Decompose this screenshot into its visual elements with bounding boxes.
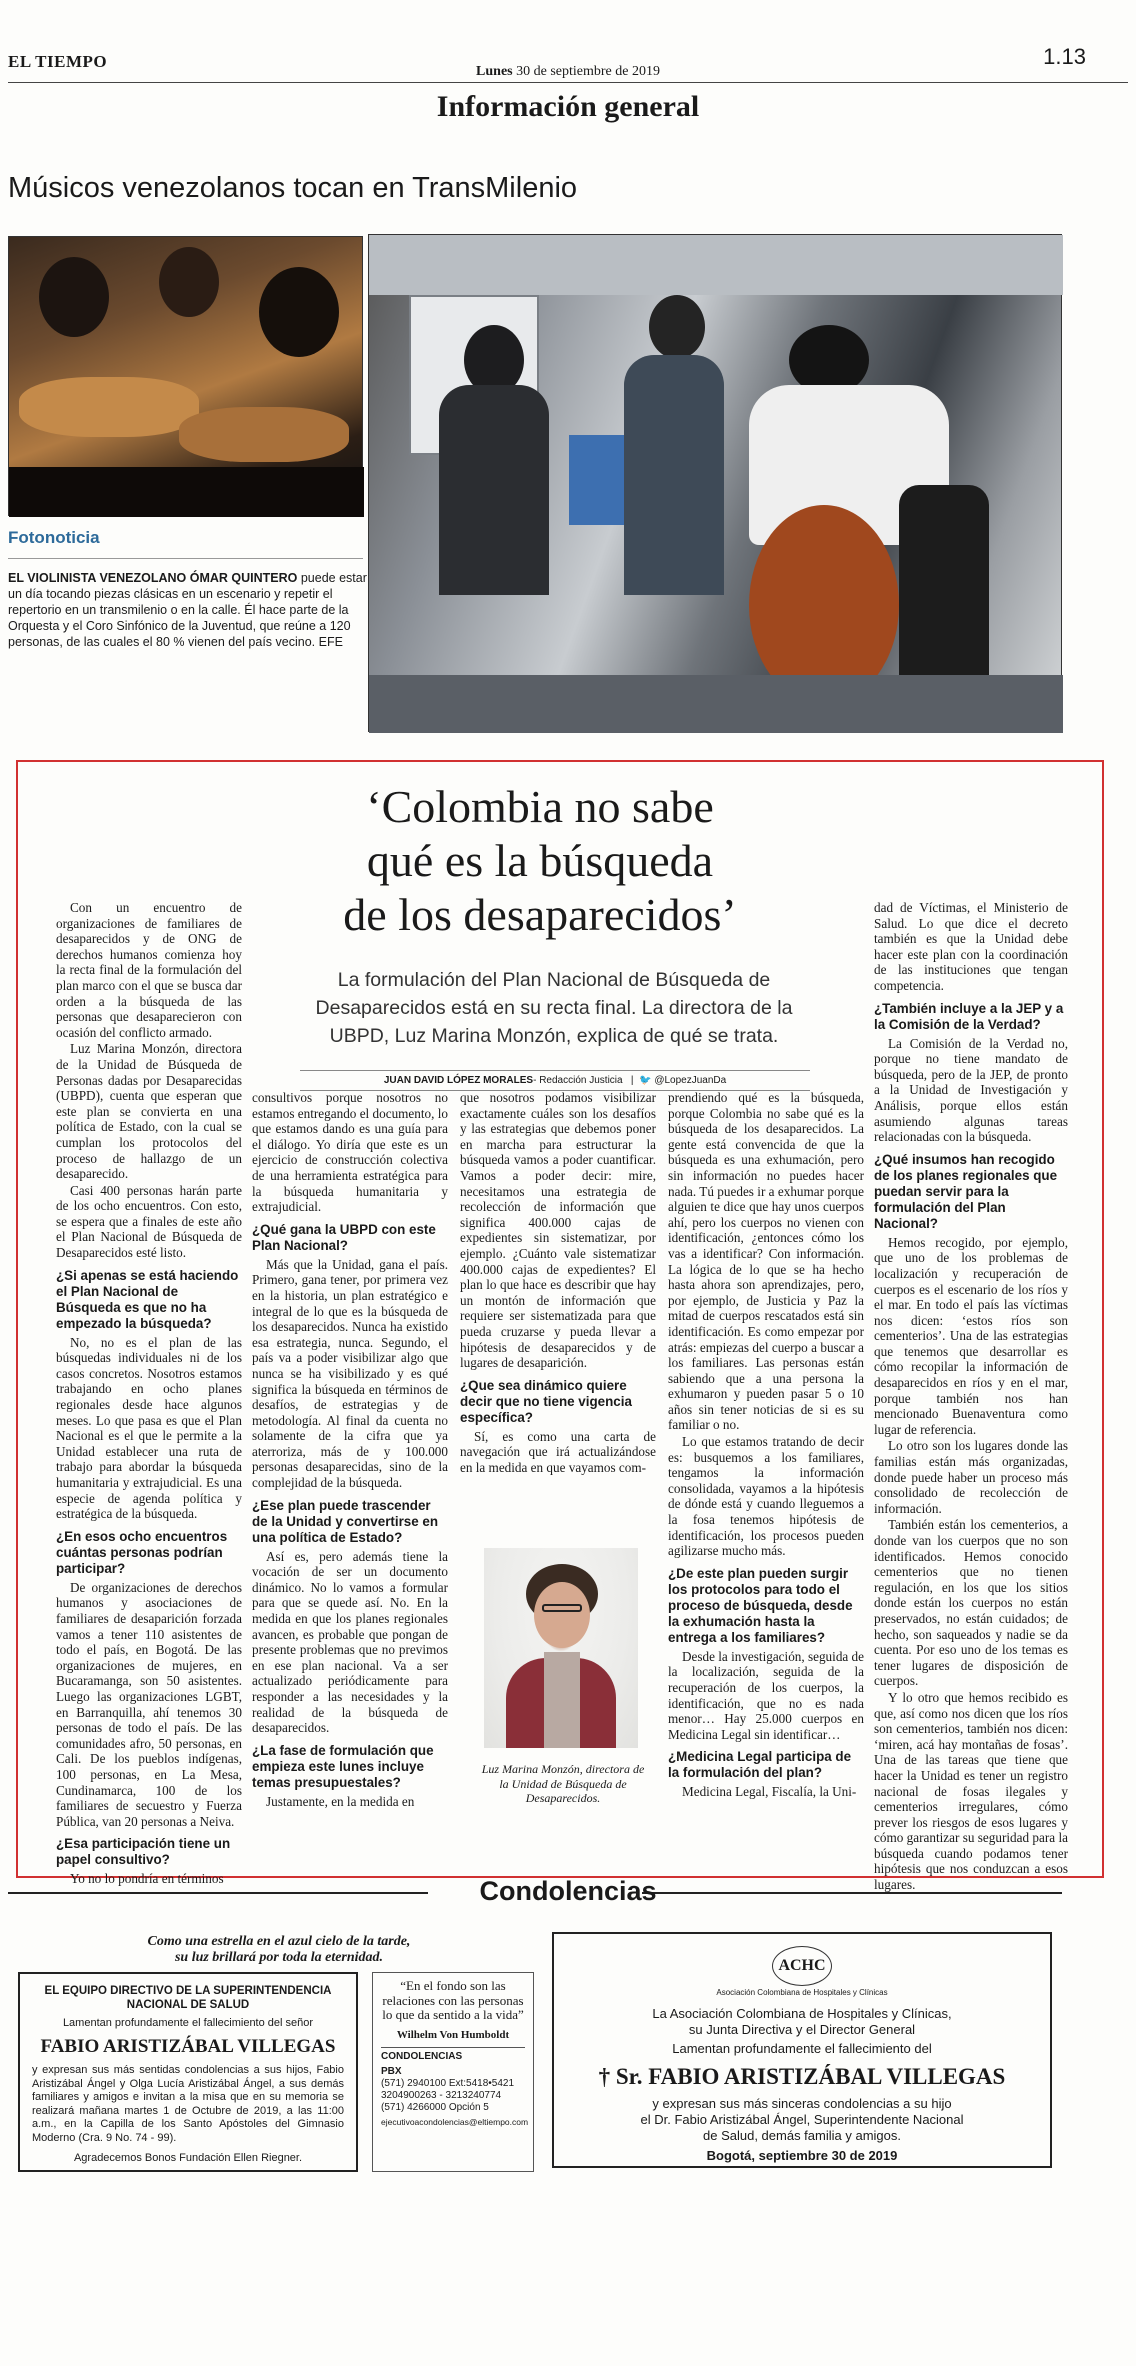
- photo-story-headline: Músicos venezolanos tocan en TransMilenio: [8, 172, 578, 204]
- photo-caption: EL VIOLINISTA VENEZOLANO ÓMAR QUINTERO puede estar un día tocando piezas clásicas en un escenario y repetir el repertorio en un transmilenio o en la calle. Él hace parte de la Orquesta y el Coro Sinfónico de la Juventud, que reúne a 120 personas, de las cuales el 80 % vienen del país vecino. EFE: [8, 571, 367, 649]
- article-column-3: que nosotros podamos visibilizar exactamente cuáles son los desafíos y las estrategias que debemos poner en marcha para estructurar la búsqueda vamos a poder cuantificar. Vamos a poder decir: mire, necesitamos una estrategia de recolección de información que significa 400.000 cajas de expedientes sin sistematizar, por ejemplo. ¿Cuánto vale sistematizar 400.000 cajas de expedientes? El plan lo que hace es describir que hay un montón de información que requiere ser sistematizada para que pueda cruzarse y pueda llevar a hipótesis de desaparecidos y de lugares de desaparición. ¿Que sea dinámico quiere decir que no tiene vigencia específica? Sí, es como una carta de navegación que irá actualizándose en la medida en que vayamos com-: [460, 1090, 656, 1475]
- issue-date: Lunes 30 de septiembre de 2019: [476, 64, 660, 79]
- page-number: 1.13: [1043, 44, 1086, 69]
- condolencias-title: Condolencias: [479, 1876, 657, 1906]
- condolence-ad-achc: ACHC Asociación Colombiana de Hospitales y Clínicas La Asociación Colombiana de Hospitales y Clínicas, su Junta Directiva y el Director General Lamentan profundamente el fallecimiento del † Sr. FABIO ARISTIZÁBAL VILLEGAS y expresan sus más sinceras condolencias a su hijo el Dr. Fabio Aristizábal Ángel, Superintendente Nacional de Salud, demás familia y amigos. Bogotá, septiembre 30 de 2019: [552, 1932, 1052, 2168]
- article-title: ‘Colombia no sabe qué es la búsqueda de los desaparecidos’: [343, 781, 737, 940]
- fotonoticia-rule: [8, 558, 363, 559]
- article-byline: JUAN DAVID LÓPEZ MORALES- Redacción Justicia | 🐦 @LopezJuanDa: [300, 1070, 810, 1091]
- condolence-ad-supersalud: EL EQUIPO DIRECTIVO DE LA SUPERINTENDENCIA NACIONAL DE SALUD Lamentan profundamente el fallecimiento del señor FABIO ARISTIZÁBAL VILLEGAS y expresan sus más sentidas condolencias a sus hijos, Fabio Aristizábal Ángel y Olga Lucía Aristizábal Ángel, a sus demás familiares y amigos e invitan a la misa que en su memoria se realizará mañana martes 1 de Octubre de 2019, a las 11:00 a.m., en la Capilla de los Santo Apóstoles del Gimnasio Moderno (Cra. 9 No. 74 - 99). Agradecemos Bonos Fundación Ellen Riegner.: [18, 1972, 358, 2172]
- article-column-2: consultivos porque nosotros no estamos entregando el documento, lo que estamos dando es una guía para el diálogo. Yo diría que este es un ejercicio de construcción colectiva de una herramienta estratégica para la búsqueda humanitaria y extrajudicial. ¿Qué gana la UBPD con este Plan Nacional? Más que la Unidad, gana el país. Primero, gana tener, por primera vez en la historia, un plan estratégico e integral de lo que es la búsqueda de los desaparecidos. Nunca ha existido esa estrategia, nunca. Segundo, el país va a poder visibilizar algo que nunca se ha visibilizado y es qué significa la búsqueda en términos de desafíos, de estrategias y de metodología. Al final da cuenta no solamente de la cifra que ya aterroriza, más de y 100.000 personas desaparecidas, sino de la complejidad de la búsqueda. ¿Ese plan puede trascender de la Unidad y convertirse en una política de Estado? Así es, pero además tiene la vocación de ser un documento dinámico. No lo vamos a formular para que se quede así. No. En la medida en que los planes regionales avancen, es probable que pongan de presente problemas que no previmos en ese plan nacional. Va a ser actualizado periódicamente para responder a las necesidades y la realidad de la búsqueda de desaparecidos. ¿La fase de formulación que empieza este lunes incluye temas presupuestales? Justamente, en la medida en: [252, 1090, 448, 1809]
- section-title: Información general: [436, 90, 700, 123]
- luz-marina-monzon-portrait: [484, 1548, 638, 1748]
- orchestra-photo: [8, 236, 363, 516]
- newspaper-brand: EL TIEMPO: [8, 52, 108, 71]
- twitter-icon: 🐦: [639, 1075, 652, 1086]
- portrait-caption: Luz Marina Monzón, directora de la Unidad de Búsqueda de Desaparecidos.: [481, 1762, 645, 1805]
- article-column-1: Con un encuentro de organizaciones de familiares de desaparecidos y de ONG de derechos humanos comienza hoy la recta final de la formulación del plan marco con el que se busca dar orden a la búsqueda de las personas que desaparecieron con ocasión del conflicto armado. Luz Marina Monzón, directora de la Unidad de Búsqueda de Personas dadas por Desaparecidas (UBPD), cuenta que esperan que este plan se convierta en una política de Estado, con la cual se cumplan los protocolos del proceso de hallazgo de un desaparecido. Casi 400 personas harán parte de los ocho encuentros. Con esto, se espera que a finales de este año el Plan Nacional de Búsqueda de Desaparecidos esté listo. ¿Si apenas se está haciendo el Plan Nacional de Búsqueda es que no ha empezado la búsqueda? No, no es el plan de las búsquedas individuales ni de los casos concretos. Nosotros estamos trabajando en ocho planes regionales desde hace algunos meses. Lo que pasa es que el Plan Nacional es el que le permite a la Unidad establecer una ruta de trabajo para abordar la búsqueda humanitaria y extrajudicial. Es una especie de agenda política y estratégica de la búsqueda. ¿En esos ocho encuentros cuántas personas podrían participar? De organizaciones de derechos humanos y asociaciones de familiares de desaparición forzada vamos a tener 110 asistentes de todo el país, en Bogotá. De las organizaciones de mujeres, en Bucaramanga, son 50 asistentes. Luego las organizaciones LGBT, en Barranquilla, ahí tenemos 30 personas de todo el país. De las comunidades afro, 50 personas, en Cali. De los pueblos indígenas, 100 personas, en La Mesa, Cundinamarca, 100 de los familiares de secuestro y Fuerza Pública, van 20 personas a Neiva. ¿Esa participación tiene un papel consultivo? Yo no lo pondría en términos: [56, 900, 242, 1887]
- article-deck: La formulación del Plan Nacional de Búsqueda de Desaparecidos está en su recta final. La directora de la UBPD, Luz Marina Monzón, explica de qué se trata.: [315, 969, 793, 1047]
- condolence-poem: Como una estrella en el azul cielo de la tarde, su luz brillará por toda la eternidad.: [147, 1934, 411, 1965]
- condolence-contact-box: “En el fondo son las relaciones con las personas lo que da sentido a la vida” Wilhelm Von Humboldt CONDOLENCIAS PBX (571) 2940100 Ext:5418•5421 3204900263 - 3213240774 (571) 4266000 Opción 5 ejecutivoacondolencias@eltiempo.com: [372, 1972, 534, 2172]
- article-column-4: prendiendo qué es la búsqueda, porque Colombia no sabe qué es la búsqueda de los desaparecidos. La gente está convencida de que la búsqueda es una exhumación, pero sin información no puedes hacer nada. Tú puedes ir a exhumar porque alguien te dice que hay unos cuerpos ahí, pero los cuerpos no vienen con identificación, ¿entonces cómo los vas a identificar? Con información. La lógica de lo que se ha hecho hasta ahora son aprendizajes, pero, por ejemplo, de Justicia y Paz la mitad de cuerpos rescatados está sin identificación. Es como empezar por atrás: empiezas del cuerpo a buscar a los familiares. Las personas están sabiendo que a una persona la exhumaron y pueden pasar 5 o 10 años sin tener noticias de si es su familiar o no. Lo que estamos tratando de decir es: busquemos a los familiares, tengamos la información consolidada, vayamos a la hipótesis de dónde está y cuando lleguemos a la fosa tenemos hipótesis de identificación, los procesos pueden agilizarse mucho más. ¿De este plan pueden surgir los protocolos para todo el proceso de búsqueda, desde la exhumación hasta la entrega a los familiares? Desde la investigación, seguida de la localización, seguida de la recuperación de los cuerpos, la identificación, que no es nada menor… Hay 25.000 cuerpos en Medicina Legal sin identificar… ¿Medicina Legal participa de la formulación del plan? Medicina Legal, Fiscalía, la Uni-: [668, 1090, 865, 1800]
- fotonoticia-label: Fotonoticia: [8, 528, 100, 547]
- article-column-5: dad de Víctimas, el Ministerio de Salud. Lo que dice el decreto también es que la Unidad debe hacer este plan con la coordinación de las instituciones que tengan competencia. ¿También incluye a la JEP y a la Comisión de la Verdad? La Comisión de la Verdad no, porque no tiene mandato de búsqueda, pero de la JEP, de pronto a la Unidad de Investigación y Análisis, porque ellos están asumiendo algunas tareas relacionadas con la búsqueda. ¿Qué insumos han recogido de los planes regionales que puedan servir para la formulación del Plan Nacional? Hemos recogido, por ejemplo, que uno de los problemas de localización y recuperación de cuerpos es el escenario de los ríos y el mar. En todo el país las víctimas nos dicen: ‘estos ríos son cementerios’. Una de las estrategias que tenemos que desarrollar es cómo recopilar la información de desaparecidos en ríos y en el mar, porque también nos han mencionado Buenaventura como lugar de referencia. Lo otro son los lugares donde las familias están más organizadas, donde puede haber un proceso más consolidado de recolección de información. También están los cementerios, a donde van los cuerpos que no son identificados. Hemos conocido cementerios que no tienen regulación, en los que los sitios donde están los cuerpos no están preservados, no están cuidados; de hecho, son saqueados y nadie se da cuenta. Por eso uno de los temas es tener lugares de disposición de cuerpos. Y lo otro que hemos recibido es que, así como nos dicen que los ríos son cementerios, también nos dicen: ‘miren, acá hay montañas de fosas’. Una de las tareas que tiene que hacer la Unidad es tener un registro nacional de fosas ilegales y cementerios irregulares, cómo prever los riesgos de esos lugares y cómo garantizar su seguridad para la búsqueda cuando podamos tener hipótesis que nos conduzcan a esos lugares.: [874, 900, 1068, 1893]
- achc-logo: ACHC: [772, 1946, 832, 1986]
- masthead: [0, 0, 1136, 86]
- transmilenio-photo: [368, 234, 1062, 732]
- masthead-rule: [8, 82, 1128, 83]
